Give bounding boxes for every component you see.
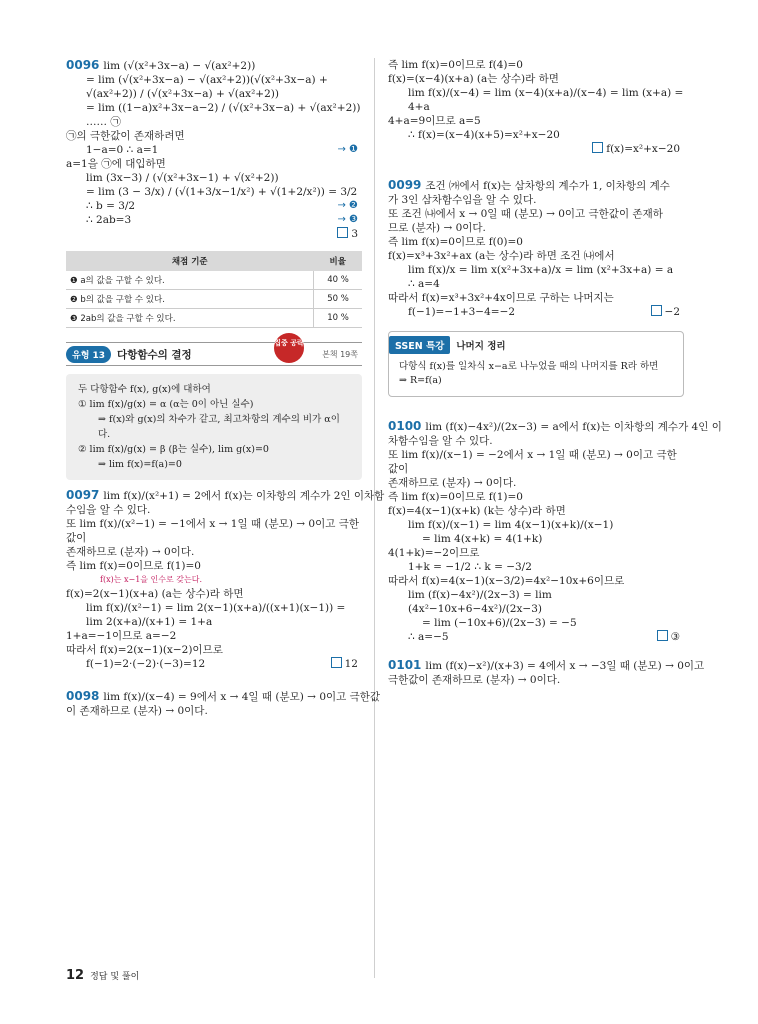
solution-line: = lim (√(x²+3x−a) − √(ax²+2))(√(x²+3x−a) + √(ax²+2)) / (√(x²+3x−a) + √(ax²+2)) — [86, 74, 328, 100]
problem-0101: 0101 lim (f(x)−x²)/(x+3) = 4에서 x → −3일 때 (분모) → 0이고 극한값이 존재하므로 (분자) → 0이다. — [388, 658, 705, 686]
page-number: 12 — [66, 968, 85, 983]
problem-0097: 0097 lim f(x)/(x²+1) = 2에서 f(x)는 이차항의 계수가 2인 이차함 수임을 알 수 있다. 또 lim f(x)/(x²−1) = −1에서 x → 1일 때 (분모) → 0이고 극한값이 존재하므로 (분자) → 0이다. 즉 lim f(x)=0이므로 f(1)=0 f(x)는 x−1을 인수로 갖는다. f(x)=2(x−1)(x+a) (a는 상수)라 하면 lim f(x)/(x²−1) = lim 2(x−1)(x+a)/((x+1)(x−1)) = lim 2(x+a)/(x+1) = 1+a 1+a=−1이므로 a=−2 따라서 f(x)=2(x−1)(x−2)이므로 f(−1)=2·(−2)·(−3)=12 12 — [66, 488, 385, 670]
problem-number: 0101 — [388, 658, 422, 672]
right-column — [388, 58, 722, 687]
solution-line: ㉠의 극한값이 존재하려면 — [66, 130, 185, 142]
type-header — [66, 339, 362, 366]
footer-label: 정답 및 풀이 — [90, 972, 140, 982]
answer: −2 — [651, 305, 680, 319]
answer: 3 — [337, 227, 358, 241]
problem-0100: 0100 lim (f(x)−4x²)/(2x−3) = a에서 f(x)는 이차항의 계수가 4인 이 차함수임을 알 수 있다. 또 lim f(x)/(x−1) = −2에서 x → 1일 때 (분모) → 0이고 극한값이 존재하므로 (분자) → 0이다. 즉 lim f(x)=0이므로 f(1)=0 f(x)=4(x−1)(x+k) (k는 상수)라 하면 lim f(x)/(x−1) = lim 4(x−1)(x+k)/(x−1) = lim 4(x+k) = 4(1+k) 4(1+k)=−2이므로 1+k = −1/2 ∴ k = −3/2 따라서 f(x)=4(x−1)(x−3/2)=4x²−10x+6이므로 lim (f(x)−4x²)/(2x−3) = lim (4x²−10x+6−4x²)/(2x−3) = lim (−10x+6)/(2x−3) = −5 ∴ a=−5 ③ — [388, 419, 722, 643]
problem-0098: 0098 lim f(x)/(x−4) = 9에서 x → 4일 때 (분모) → 0이고 극한값 이 존재하므로 (분자) → 0이다. — [66, 689, 381, 717]
page-footer — [66, 968, 139, 983]
column-divider — [374, 58, 375, 978]
answer: f(x)=x²+x−20 — [592, 142, 680, 156]
step-marker: → ❶ — [337, 144, 358, 155]
step-marker: → ❷ — [337, 200, 358, 211]
margin-note: f(x)는 x−1을 인수로 갖는다. — [100, 575, 203, 584]
grading-table — [66, 251, 362, 328]
answer-icon — [337, 227, 348, 238]
problem-0096: 0096 lim (√(x²+3x−a) − √(ax²+2)) = lim (√(x²+3x−a) − √(ax²+2))(√(x²+3x−a) + √(ax²+2)) / (√(x²+3x−a) + √(ax²+2)) = lim ((1−a)x²+3x−a−2) / (√(x²+3x−a) + √(ax²+2)) …… ㉠ ㉠의 극한값이 존재하려면 1−a=0 ∴ a=1 → ❶ a=1을 ㉠에 대입하면 lim (3x−3) / (√(x²+3x−1) + √(x²+2)) = lim (3 − 3/x) / (√(1+3/x−1/x²) + √(1+2/x²)) = 3/2 ∴ b = 3/2 → ❷ ∴ 2ab=3 → ❸ 3 — [66, 58, 361, 240]
answer-icon — [331, 657, 342, 668]
tip-title: 나머지 정리 — [456, 341, 506, 352]
problem-number: 0096 — [66, 58, 100, 72]
answer: ③ — [657, 630, 680, 644]
problem-number: 0100 — [388, 419, 422, 433]
solution-line: = lim (3 − 3/x) / (√(1+3/x−1/x²) + √(1+2/x²)) = 3/2 — [86, 186, 358, 198]
step-marker: → ❸ — [337, 214, 358, 225]
answer-icon — [651, 305, 662, 316]
ratio-header: 비율 — [314, 251, 363, 271]
solution-line: lim (3x−3) / (√(x²+3x−1) + √(x²+2)) — [86, 172, 279, 184]
problem-number: 0097 — [66, 488, 100, 502]
criteria-header: 채점 기준 — [66, 251, 314, 271]
tip-tag: SSEN 특강 — [389, 336, 450, 354]
problem-number: 0098 — [66, 689, 100, 703]
table-row: ❷ b의 값을 구할 수 있다. 50 % — [66, 290, 362, 309]
left-column — [66, 58, 385, 718]
solution-line: a=1을 ㉠에 대입하면 — [66, 158, 166, 170]
problem-0098-continued: 즉 lim f(x)=0이므로 f(4)=0 f(x)=(x−4)(x+a) (a는 상수)라 하면 lim f(x)/(x−4) = lim (x−4)(x+a)/(x−4) = lim (x+a) = 4+a 4+a=9이므로 a=5 ∴ f(x)=(x−4)(x+5)=x²+x−20 f(x)=x²+x−20 — [388, 59, 684, 155]
focus-badge: 집중 공략 — [274, 333, 304, 363]
type-badge: 유형 13 — [66, 346, 111, 363]
problem-0099: 0099 조건 ㈎에서 f(x)는 삼차항의 계수가 1, 이차항의 계수 가 3인 삼차함수임을 알 수 있다. 또 조건 ㈏에서 x → 0일 때 (분모) → 0이고 극한값이 존재하 므로 (분자) → 0이다. 즉 lim f(x)=0이므로 f(0)=0 f(x)=x³+3x²+ax (a는 상수)라 하면 조건 ㈏에서 lim f(x)/x = lim x(x²+3x+a)/x = lim (x²+3x+a) = a ∴ a=4 따라서 f(x)=x³+3x²+4x이므로 구하는 나머지는 f(−1)=−1+3−4=−2 −2 — [388, 178, 680, 318]
answer-icon — [592, 142, 603, 153]
table-row: ❶ a의 값을 구할 수 있다. 40 % — [66, 271, 362, 290]
type-title: 다항함수의 결정 — [117, 348, 192, 361]
table-row: ❸ 2ab의 값을 구할 수 있다. 10 % — [66, 309, 362, 328]
concept-box: 두 다항함수 f(x), g(x)에 대하여 ① lim f(x)/g(x) = α (α는 0이 아닌 실수) ⇒ f(x)와 g(x)의 차수가 같고, 최고차항의 계수의 비가 α이 다. ② lim f(x)/g(x) = β (β는 실수), lim g(x)=0 ⇒ lim f(x)=f(a)=0 — [66, 374, 362, 480]
problem-number: 0099 — [388, 178, 422, 192]
tip-box: SSEN 특강 나머지 정리 다항식 f(x)를 일차식 x−a로 나누었을 때의 나머지를 R라 하면 ⇒ R=f(a) — [388, 331, 684, 397]
solution-line: = lim ((1−a)x²+3x−a−2) / (√(x²+3x−a) + √(ax²+2)) …… ㉠ — [86, 102, 361, 128]
answer: 12 — [331, 657, 358, 671]
answer-icon — [657, 630, 668, 641]
page-reference: 본책 19쪽 — [322, 349, 358, 359]
